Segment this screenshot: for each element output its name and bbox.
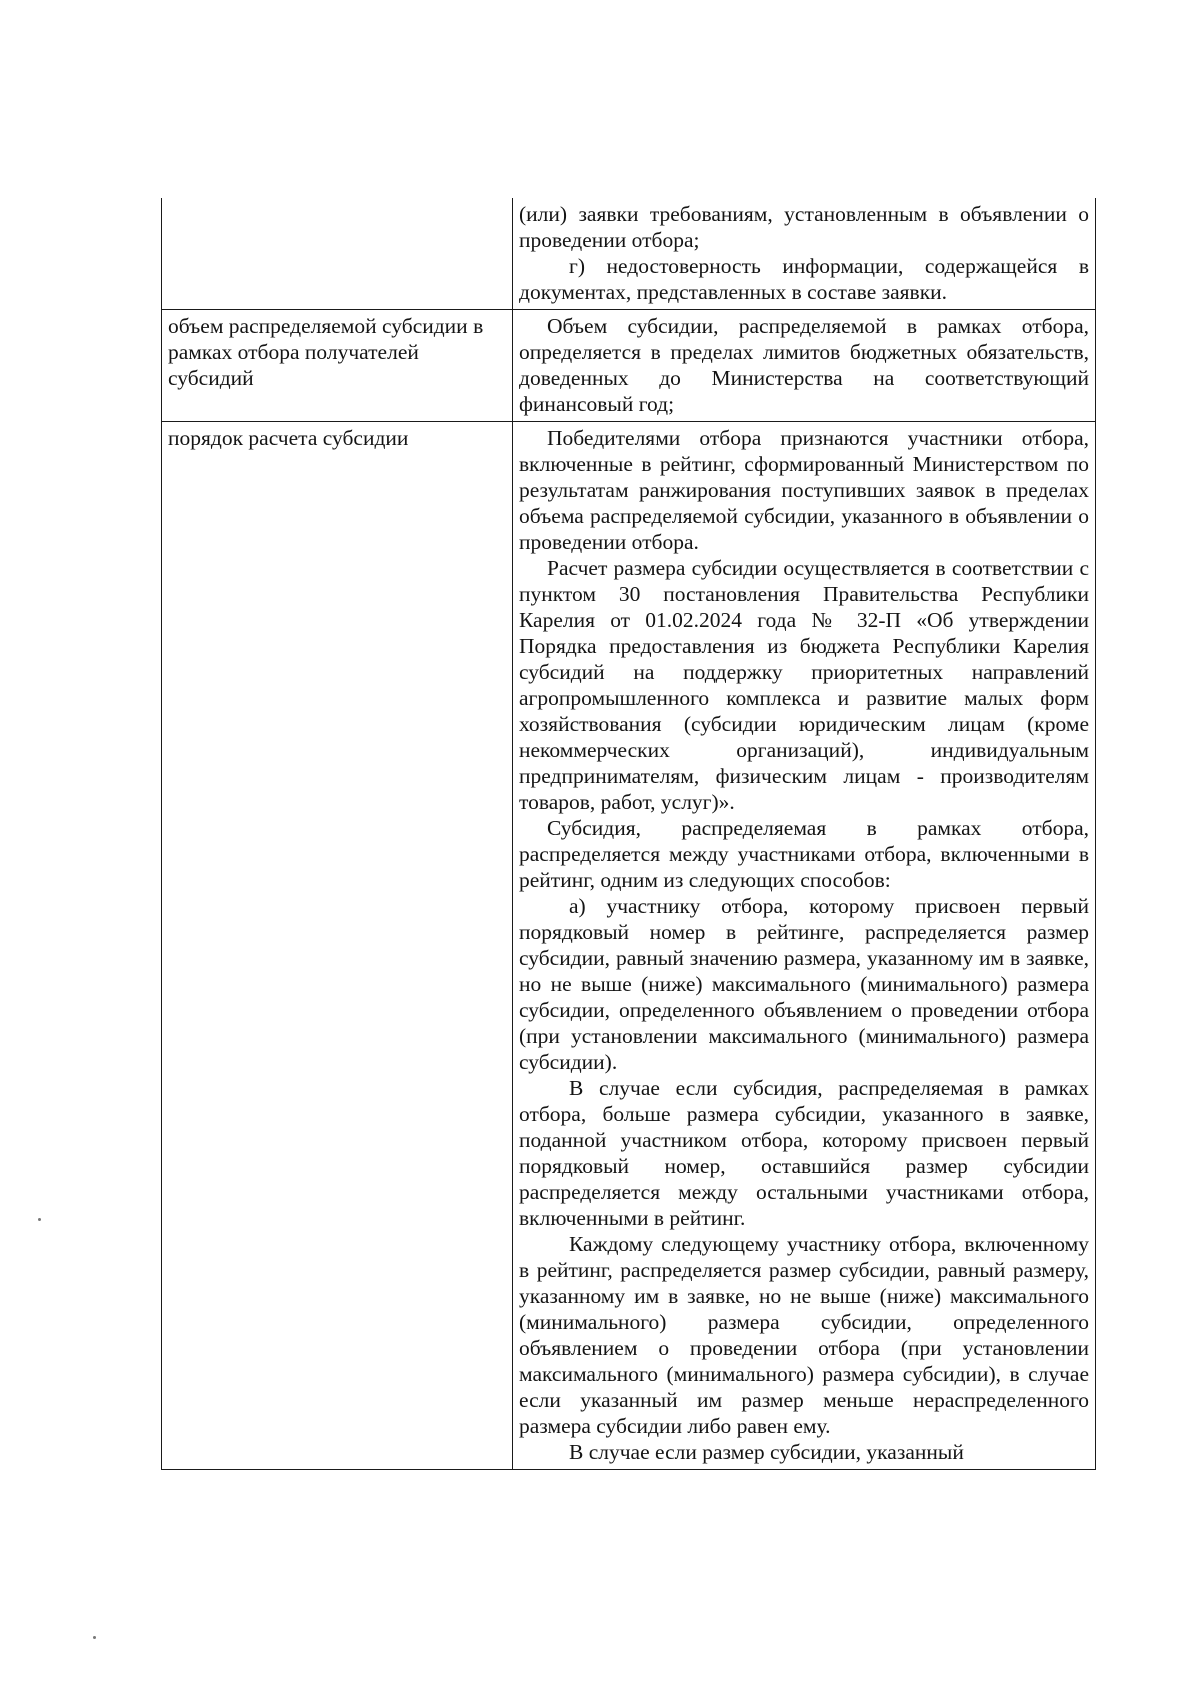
row-content-cell	[513, 198, 1096, 310]
content-paragraph: (или) заявки требованиям, установленным в объявлении о проведении отбора;	[519, 202, 1089, 252]
requirements-table	[161, 198, 1096, 1470]
scan-speck	[93, 1636, 96, 1639]
row-label-cell	[162, 198, 513, 310]
row-label-cell: порядок расчета субсидии	[162, 422, 513, 1470]
content-paragraph: г) недостоверность информации, содержащейся в документах, представленных в составе заявки.	[519, 254, 1089, 304]
content-paragraph: Объем субсидии, распределяемой в рамках отбора, определяется в пределах лимитов бюджетных обязательств, доведенных до Министерства на соответствующий финансовый год;	[519, 314, 1089, 416]
content-paragraph: Каждому следующему участнику отбора, включенному в рейтинг, распределяется размер субсидии, равный размеру, указанному им в заявке, но не выше (ниже) максимального (минимального) размера субсидии, определенного объявлением о проведении отбора (при установлении максимального (минимального) размера субсидии), в случае если указанный им размер меньше нераспределенного размера субсидии либо равен ему.	[519, 1232, 1089, 1438]
table-body	[162, 198, 1096, 1470]
content-paragraph: В случае если размер субсидии, указанный	[569, 1440, 964, 1464]
table-row	[162, 198, 1096, 310]
row-label-cell: объем распределяемой субсидии в рамках отбора получателей субсидий	[162, 310, 513, 422]
row-content-cell	[513, 310, 1096, 422]
content-paragraph: а) участнику отбора, которому присвоен первый порядковый номер в рейтинге, распределяется размер субсидии, равный значению размера, указанному им в заявке, но не выше (ниже) максимального (минимального) размера субсидии, определенного объявлением о проведении отбора (при установлении максимального (минимального) размера субсидии).	[519, 894, 1089, 1074]
row-content-cell	[513, 422, 1096, 1470]
content-paragraph: Победителями отбора признаются участники отбора, включенные в рейтинг, сформированный Министерством по результатам ранжирования поступивших заявок в пределах объема распределяемой субсидии, указанного в объявлении о проведении отбора.	[519, 426, 1089, 554]
content-paragraph: В случае если субсидия, распределяемая в рамках отбора, больше размера субсидии, указанного в заявке, поданной участником отбора, которому присвоен первый порядковый номер, оставшийся размер субсидии распределяется между остальными участниками отбора, включенными в рейтинг.	[519, 1076, 1089, 1230]
content-paragraph: Субсидия, распределяемая в рамках отбора, распределяется между участниками отбора, включенными в рейтинг, одним из следующих способов:	[519, 816, 1089, 892]
table-row	[162, 310, 1096, 422]
content-paragraph: Расчет размера субсидии осуществляется в соответствии с пунктом 30 постановления Правительства Республики Карелия от 01.02.2024 года № 32-П «Об утверждении Порядка предоставления из бюджета Республики Карелия субсидий на поддержку приоритетных направлений агропромышленного комплекса и развитие малых форм хозяйствования (субсидии юридическим лицам (кроме некоммерческих организаций), индивидуальным предпринимателям, физическим лицам - производителям товаров, работ, услуг)».	[519, 556, 1089, 814]
table-row	[162, 422, 1096, 1470]
scan-speck	[38, 1218, 41, 1221]
